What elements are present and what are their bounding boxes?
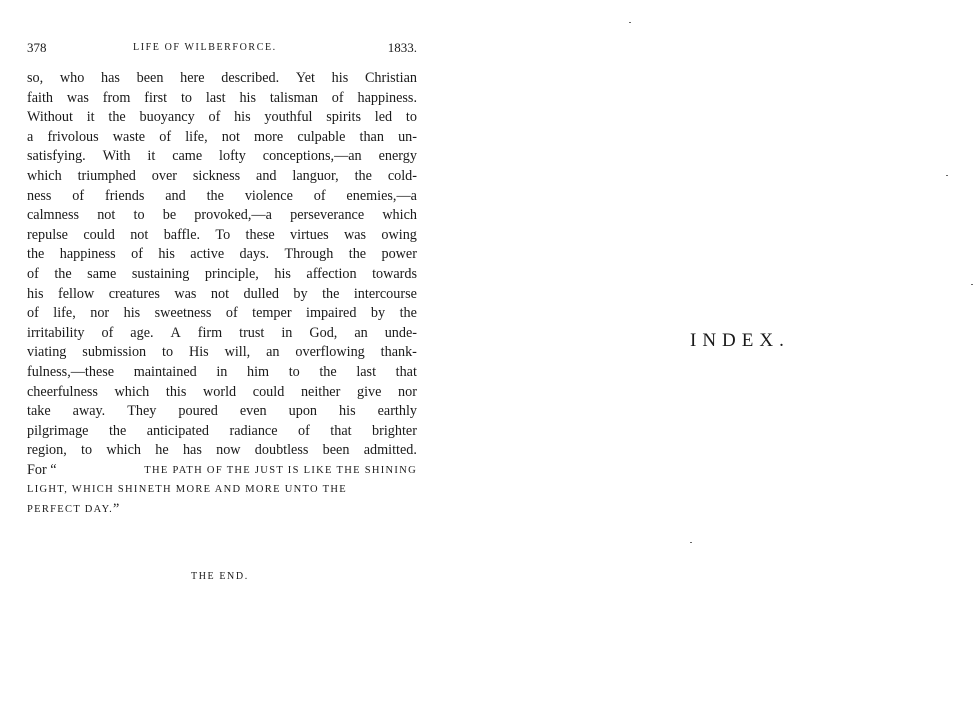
word: talisman xyxy=(269,89,318,106)
word: lofty xyxy=(219,148,246,165)
word: the xyxy=(348,246,367,263)
word: of xyxy=(27,265,39,282)
scan-speck xyxy=(971,284,973,285)
word: which xyxy=(114,383,150,400)
word: over xyxy=(151,167,177,184)
word: last xyxy=(205,89,226,106)
word: take xyxy=(27,403,51,420)
word: the xyxy=(108,109,126,126)
word: the xyxy=(354,167,372,184)
text-line xyxy=(27,441,417,461)
word: by xyxy=(370,305,386,322)
word: the xyxy=(206,187,224,204)
text-line xyxy=(27,147,417,167)
word: triumphed xyxy=(77,167,136,184)
text-line xyxy=(27,402,417,422)
word: which xyxy=(106,442,142,459)
text-line xyxy=(27,187,417,207)
text-line xyxy=(27,226,417,246)
word: him xyxy=(247,363,270,380)
word: was xyxy=(174,285,197,302)
quote-text-2: LIGHT, WHICH SHINETH MORE AND MORE UNTO THE xyxy=(27,484,347,496)
word: buoyancy xyxy=(139,109,195,126)
word: maintained xyxy=(133,363,197,380)
word: unde- xyxy=(384,324,417,341)
scan-speck xyxy=(629,22,631,23)
word: has xyxy=(101,70,120,86)
word: radiance xyxy=(229,422,278,439)
word: dulled xyxy=(243,285,279,302)
word: the xyxy=(322,285,340,302)
word: culpable xyxy=(297,128,346,145)
word: overflowing xyxy=(295,344,365,361)
word: Christian xyxy=(364,70,417,86)
word: his xyxy=(339,403,356,420)
word: which xyxy=(27,167,62,184)
word: energy xyxy=(378,148,417,165)
word: could xyxy=(83,226,115,243)
word: these xyxy=(245,226,275,243)
word: his xyxy=(123,305,141,322)
word: faith xyxy=(27,89,53,106)
text-line xyxy=(27,167,417,187)
word: not xyxy=(130,226,149,243)
word: was xyxy=(344,226,367,243)
word: Without xyxy=(27,109,73,126)
word: frivolous xyxy=(47,128,99,145)
word: he xyxy=(155,442,169,459)
word: calmness xyxy=(27,207,80,224)
word: earthly xyxy=(377,403,417,420)
text-line xyxy=(27,285,417,305)
word: provoked,—a xyxy=(194,207,272,224)
word: repulse xyxy=(27,226,68,243)
word: fulness,—these xyxy=(27,363,115,380)
text-line xyxy=(27,324,417,344)
word: that xyxy=(330,422,352,439)
word: even xyxy=(239,403,267,420)
word: pilgrimage xyxy=(27,422,89,439)
word: satisfying. xyxy=(27,148,86,165)
word: and xyxy=(165,187,186,204)
text-line xyxy=(27,89,417,109)
word: of xyxy=(131,246,143,263)
book-title: LIFE OF WILBERFORCE. xyxy=(133,42,277,53)
quote-line xyxy=(27,480,417,500)
word: his xyxy=(274,265,291,282)
word: anticipated xyxy=(146,422,209,439)
word: affection xyxy=(306,265,357,282)
word: world xyxy=(203,383,237,400)
word: of xyxy=(159,128,172,145)
word: impaired xyxy=(306,305,357,322)
word: an xyxy=(354,324,368,341)
word: this xyxy=(165,383,187,400)
text-line xyxy=(27,108,417,128)
text-line xyxy=(27,128,417,148)
word: A xyxy=(170,324,181,341)
word: been xyxy=(322,442,350,459)
word: nor xyxy=(90,305,110,322)
the-end: THE END. xyxy=(191,571,249,582)
word: of xyxy=(313,187,326,204)
word: life, xyxy=(185,128,208,145)
word: to xyxy=(162,344,174,361)
word: baffle. xyxy=(163,226,201,243)
word: described. xyxy=(221,70,280,86)
word: sickness xyxy=(192,167,241,184)
scan-speck xyxy=(690,542,692,543)
text-line xyxy=(27,383,417,403)
word: by xyxy=(293,285,308,302)
index-title: INDEX. xyxy=(690,330,790,351)
word: languor, xyxy=(292,167,339,184)
text-line xyxy=(27,265,417,285)
scan-speck xyxy=(946,175,948,176)
running-head xyxy=(27,40,417,56)
word: of xyxy=(331,89,344,106)
word: here xyxy=(180,70,205,86)
word: away. xyxy=(72,403,106,420)
word: sweetness xyxy=(154,305,212,322)
word: his xyxy=(331,70,349,86)
word: last xyxy=(356,363,377,380)
word: viating xyxy=(27,344,67,361)
right-page xyxy=(490,0,980,705)
word: of xyxy=(101,324,114,341)
word: perseverance xyxy=(290,207,365,224)
word: firm xyxy=(197,324,223,341)
text-line xyxy=(27,206,417,226)
word: could xyxy=(252,383,285,400)
word: his xyxy=(234,109,251,126)
word: un- xyxy=(398,128,417,145)
text-line xyxy=(27,422,417,442)
word: neither xyxy=(300,383,341,400)
word: now xyxy=(216,442,241,459)
quote-close: ” xyxy=(113,501,120,518)
word: who xyxy=(59,70,85,86)
word: not xyxy=(97,207,116,224)
word: They xyxy=(127,403,157,420)
word: to xyxy=(180,89,193,106)
word: age. xyxy=(130,324,154,341)
quote-text-3: PERFECT DAY. xyxy=(27,504,114,516)
word: not xyxy=(221,128,240,145)
word: days. xyxy=(239,246,270,263)
word: His xyxy=(188,344,209,361)
word: brighter xyxy=(372,422,417,439)
word: the xyxy=(108,422,127,439)
word: owing xyxy=(381,226,417,243)
word: happiness xyxy=(59,246,116,263)
word: irritability xyxy=(27,324,85,341)
text-line xyxy=(27,304,417,324)
page-number: 378 xyxy=(27,40,47,55)
word: a xyxy=(27,128,34,145)
word: the xyxy=(319,363,337,380)
word: cold- xyxy=(387,167,417,184)
word: of xyxy=(225,305,238,322)
text-line xyxy=(27,245,417,265)
year: 1833. xyxy=(387,40,417,55)
word: conceptions,—an xyxy=(262,148,362,165)
quote-intro: For “ xyxy=(27,461,57,478)
word: poured xyxy=(178,403,218,420)
word: the xyxy=(27,246,45,263)
word: been xyxy=(136,70,164,86)
word: violence xyxy=(244,187,293,204)
word: his xyxy=(239,89,256,106)
word: so, xyxy=(27,70,44,86)
word: region, xyxy=(27,442,67,459)
word: principle, xyxy=(204,265,259,282)
word: To xyxy=(215,226,231,243)
word: sustaining xyxy=(131,265,190,282)
word: came xyxy=(172,148,203,165)
word: to xyxy=(81,442,93,459)
word: admitted. xyxy=(363,442,417,459)
word: submission xyxy=(82,344,147,361)
word: doubtless xyxy=(254,442,309,459)
word: of xyxy=(297,422,310,439)
word: Through xyxy=(284,246,334,263)
word: With xyxy=(102,148,131,165)
word: of xyxy=(72,187,85,204)
word: nor xyxy=(398,383,417,400)
word: intercourse xyxy=(353,285,417,302)
quote-line xyxy=(27,461,417,481)
word: creatures xyxy=(108,285,160,302)
word: from xyxy=(102,89,131,106)
word: that xyxy=(395,363,417,380)
word: more xyxy=(254,128,284,145)
word: to xyxy=(133,207,145,224)
word: ness xyxy=(27,187,52,204)
word: led xyxy=(374,109,393,126)
word: of xyxy=(208,109,221,126)
word: it xyxy=(147,148,156,165)
quote-text-1: THE PATH OF THE JUST IS LIKE THE SHINING xyxy=(144,464,417,476)
word: enemies,—a xyxy=(346,187,417,204)
word: upon xyxy=(288,403,318,420)
word: has xyxy=(182,442,202,459)
word: temper xyxy=(252,305,292,322)
word: life, xyxy=(53,305,76,322)
word: and xyxy=(256,167,277,184)
quote-line xyxy=(27,500,417,520)
word: power xyxy=(381,246,417,263)
word: of xyxy=(27,305,39,322)
word: the xyxy=(54,265,72,282)
word: an xyxy=(266,344,280,361)
word: cheerfulness xyxy=(27,383,98,400)
word: it xyxy=(86,109,95,126)
word: Yet xyxy=(295,70,315,86)
word: his xyxy=(158,246,175,263)
word: in xyxy=(216,363,228,380)
word: than xyxy=(359,128,384,145)
word: happiness. xyxy=(357,89,417,106)
word: which xyxy=(382,207,417,224)
word: God, xyxy=(309,324,338,341)
body-text xyxy=(27,69,417,520)
word: will, xyxy=(224,344,251,361)
word: not xyxy=(210,285,230,302)
word: waste xyxy=(112,128,146,145)
text-line xyxy=(27,343,417,363)
word: spirits xyxy=(326,109,361,126)
word: the xyxy=(399,305,417,322)
word: to xyxy=(288,363,300,380)
word: trust xyxy=(239,324,265,341)
word: to xyxy=(405,109,417,126)
word: virtues xyxy=(290,226,329,243)
word: give xyxy=(356,383,382,400)
word: first xyxy=(144,89,168,106)
word: friends xyxy=(104,187,145,204)
word: his xyxy=(27,285,44,302)
word: was xyxy=(66,89,89,106)
word: towards xyxy=(372,265,417,282)
word: fellow xyxy=(58,285,95,302)
text-line xyxy=(27,363,417,383)
word: be xyxy=(162,207,177,224)
word: thank- xyxy=(380,344,417,361)
word: youthful xyxy=(264,109,313,126)
text-line xyxy=(27,69,417,89)
word: same xyxy=(87,265,117,282)
word: active xyxy=(190,246,225,263)
word: in xyxy=(281,324,293,341)
